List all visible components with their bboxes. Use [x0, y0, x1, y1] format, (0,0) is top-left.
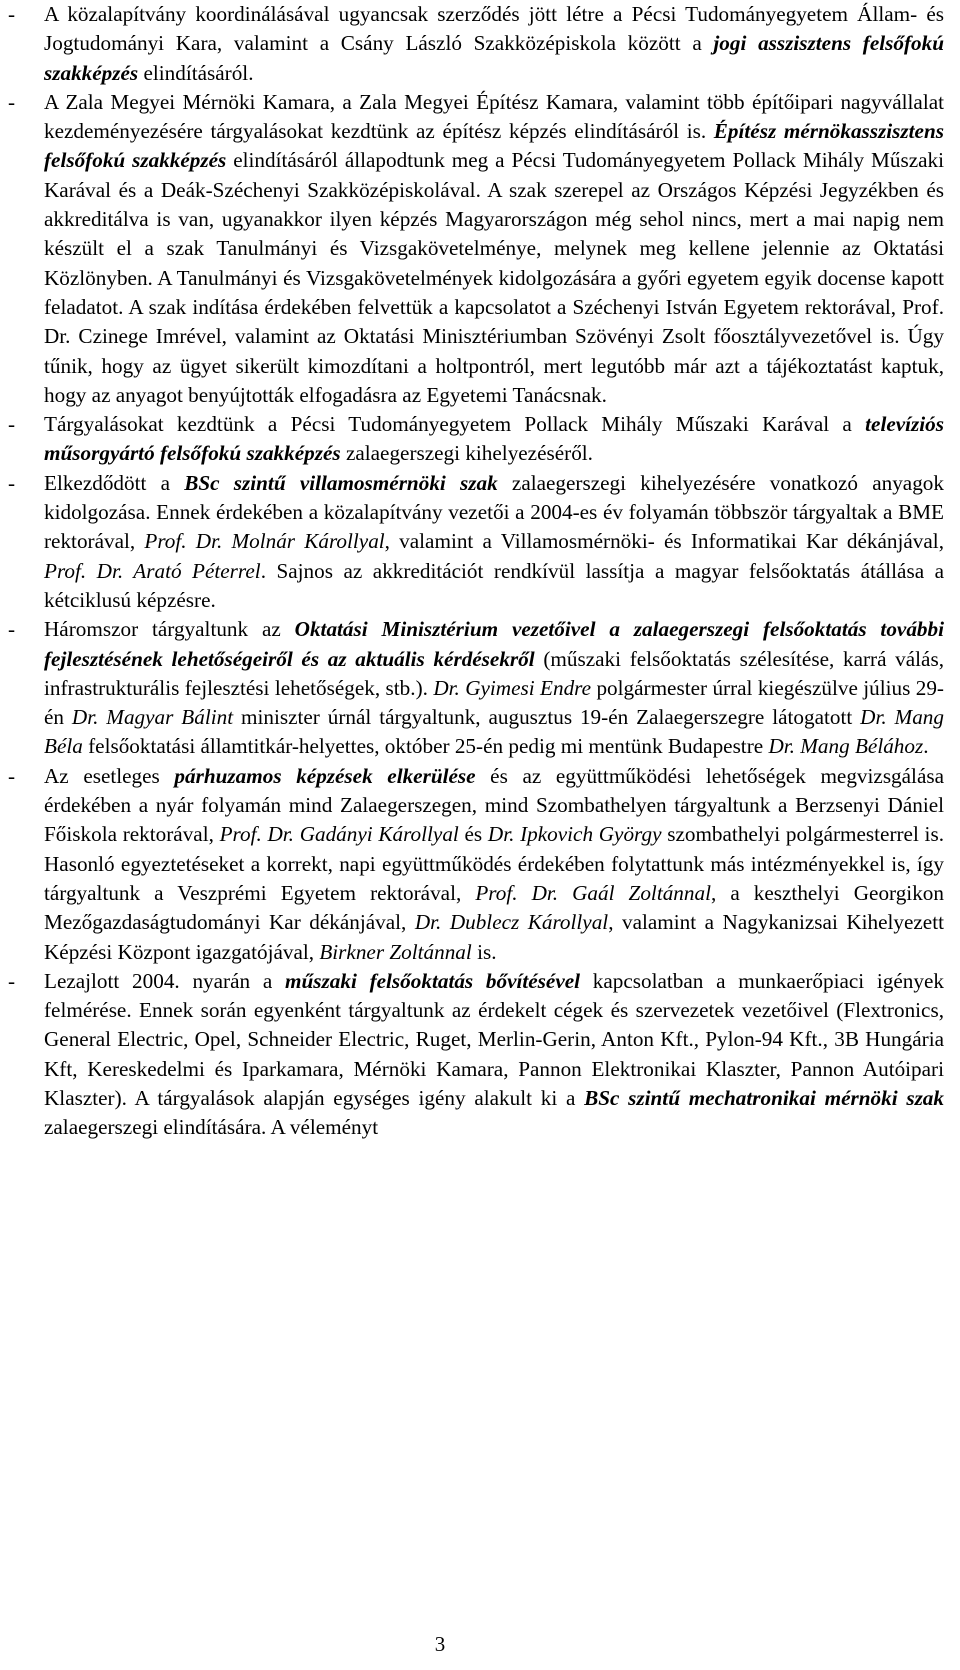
text-run: A közalapítvány koordinálásával ugyancsak szerződés jött létre a Pécsi Tudományegyetem Állam- és Jogtudományi Kara, valamint a Csány László Szakközépiskola között a — [44, 2, 944, 56]
emphasized-text-run: Prof. Dr. Molnár Károllyal — [144, 529, 385, 554]
emphasized-text-run: Prof. Dr. Arató Péterrel — [44, 558, 261, 583]
text-run: zalaegerszegi kihelyezéséről. — [340, 441, 593, 466]
paragraph-text — [44, 410, 944, 469]
text-run: Elkezdődött a — [44, 470, 185, 495]
paragraph-text — [44, 469, 944, 615]
list-item — [8, 0, 944, 88]
text-run: polgármester úrral kiegészülve július 29-én — [44, 675, 944, 730]
paragraph-text — [44, 762, 944, 967]
text-run: . Sajnos az akkreditációt rendkívül lassítja a magyar felsőoktatás átállása a kétciklusú képzésre. — [44, 558, 944, 612]
text-run: zalaegerszegi kihelyezésére vonatkozó anyagok kidolgozása. Ennek érdekében a közalapítvány vezetői a 2004-es év folyamán többször tárgyaltak a BME rektorával, — [44, 470, 944, 554]
bullet-dash: - — [8, 763, 16, 788]
list-item — [8, 615, 944, 761]
list-item — [8, 469, 944, 615]
emphasized-text-run: Dr. Mang Bélához — [768, 734, 924, 759]
paragraph-text — [44, 0, 944, 88]
emphasized-text-run: Prof. Dr. Gaál Zoltánnal — [475, 880, 711, 905]
emphasized-text-run: BSc szintű mechatronikai mérnöki szak — [584, 1085, 944, 1110]
text-run: , valamint a Villamosmérnöki- és Informatikai Kar dékánjával, — [384, 529, 944, 554]
emphasized-text-run: Oktatási Minisztérium vezetőivel a zalaegerszegi felsőoktatás további fejlesztésének lehetőségeiről és az aktuális kérdésekről — [44, 617, 944, 671]
list-item — [8, 410, 944, 469]
emphasized-text-run: Dr. Mang Béla — [44, 705, 944, 759]
list-item — [8, 762, 944, 967]
emphasized-text-run: Építész mérnökasszisztens felsőfokú szakképzés — [44, 119, 944, 173]
text-run: (műszaki felsőoktatás szélesítése, karrá válás, infrastrukturális fejlesztési lehetőségek, stb.). — [44, 646, 944, 700]
bullet-dash: - — [8, 968, 16, 993]
text-run: . — [923, 734, 929, 759]
bullet-dash: - — [8, 470, 16, 495]
text-run: felsőoktatási államtitkár-helyettes, október 25-én pedig mi mentünk Budapestre — [82, 734, 769, 759]
paragraph-text — [44, 967, 944, 1143]
text-run: szombathelyi polgármesterrel is. Hasonló egyeztetéseket a korrekt, napi együttműködés érdekében folytattunk más intézményekkel is, így tárgyaltunk a Veszprémi Egyetem rektorával, — [44, 822, 944, 905]
text-run: Lezajlott 2004. nyarán a — [44, 968, 286, 993]
page-number: 3 — [434, 1632, 446, 1656]
text-run: Háromszor tárgyaltunk az — [44, 617, 295, 642]
text-run: Az esetleges — [44, 763, 175, 788]
paragraph-text — [44, 615, 944, 761]
bullet-dash: - — [8, 2, 16, 26]
text-run: elindításáról. — [138, 60, 254, 85]
paragraph-text — [44, 88, 944, 410]
bullet-dash: - — [8, 617, 16, 642]
emphasized-text-run: Prof. Dr. Gadányi Károllyal — [219, 822, 459, 847]
text-run: elindításáról állapodtunk meg a Pécsi Tudományegyetem Pollack Mihály Műszaki Karával és a Deák-Széchenyi Szakközépiskolával. A szak szerepel az Országos Képzési Jegyzékben és akkreditálva is van, ugyanakkor ilyen képzés Magyarországon még sehol nincs, mert a mai napig nem készült el a szak Tanulmányi és Vizsgakövetelménye, melynek meg kellene jelennie az Oktatási Közlönyben. A Tanulmányi és Vizsgakövetelmények kidolgozására a győri egyetem egyik docense kapott feladatot. A szak indítása érdekében felvettük a kapcsolatot a Széchenyi István Egyetem rektorával, Prof. Dr. Czinege Imrével, valamint az Oktatási Minisztériumban Szövényi Zsolt főosztályvezetővel is. Úgy tűnik, hogy az ügyet sikerült kimozdítani a holtpontról, mert legutóbb már azt a tájékoztatást kaptuk, hogy az anyagot benyújtották elfogadásra az Egyetemi Tanácsnak. — [44, 148, 944, 407]
emphasized-text-run: párhuzamos képzések elkerülése — [174, 763, 476, 788]
emphasized-text-run: műszaki felsőoktatás bővítésével — [285, 968, 581, 993]
bullet-dash: - — [8, 89, 16, 114]
emphasized-text-run: BSc szintű villamosmérnöki szak — [184, 470, 498, 495]
emphasized-text-run: Dr. Dublecz Károllyal — [414, 910, 609, 935]
text-run: kapcsolatban a munkaerőpiaci igények felmérése. Ennek során egyenként tárgyaltunk az érdekelt cégek és szervezetek vezetőivel (Flextronics, General Electric, Opel, Schneider Electric, Ruget, Merlin-Gerin, Anton Kft., Pylon-94 Kft., 3B Hungária Kft, Kereskedelmi és Iparkamara, Mérnöki Kamara, Pannon Elektronikai Klaszter, Pannon Autóipari Klaszter). A tárgyalások alapján egységes igény alakult ki a — [44, 968, 944, 1110]
list-item — [8, 88, 944, 410]
emphasized-text-run: Dr. Ipkovich György — [487, 822, 662, 847]
text-run: miniszter úrnál tárgyaltunk, augusztus 19-én Zalaegerszegre látogatott — [233, 705, 861, 730]
text-run: A Zala Megyei Mérnöki Kamara, a Zala Megyei Építész Kamara, valamint több építőipari nagyvállalat kezdeményezésére tárgyalásokat kezdtünk az építész képzés elindításáról is. — [44, 89, 944, 144]
text-run: és az együttműködési lehetőségek megvizsgálása érdekében a nyár folyamán mind Zalaegerszegen, mind Szombathelyen tárgyaltunk a Berzsenyi Dániel Főiskola rektorával, — [44, 763, 944, 847]
text-run: is. — [471, 939, 497, 964]
emphasized-text-run: Dr. Gyimesi Endre — [433, 675, 592, 700]
text-run: és — [458, 822, 488, 847]
text-run: , valamint a Nagykanizsai Kihelyezett Képzési Központ igazgatójával, — [44, 910, 944, 964]
list-item — [8, 967, 944, 1143]
text-run: , a keszthelyi Georgikon Mezőgazdaságtudományi Kar dékánjával, — [44, 880, 944, 935]
text-run: zalaegerszegi elindítására. A véleményt — [44, 1115, 379, 1140]
bullet-list — [8, 0, 944, 1143]
emphasized-text-run: Dr. Magyar Bálint — [71, 705, 234, 730]
bullet-dash: - — [8, 412, 16, 437]
text-run: Tárgyalásokat kezdtünk a Pécsi Tudományegyetem Pollack Mihály Műszaki Karával a — [44, 412, 866, 437]
emphasized-text-run: jogi asszisztens felsőfokú szakképzés — [44, 31, 944, 85]
emphasized-text-run: televíziós műsorgyártó felsőfokú szakképzés — [44, 412, 944, 466]
emphasized-text-run: Birkner Zoltánnal — [319, 939, 472, 964]
